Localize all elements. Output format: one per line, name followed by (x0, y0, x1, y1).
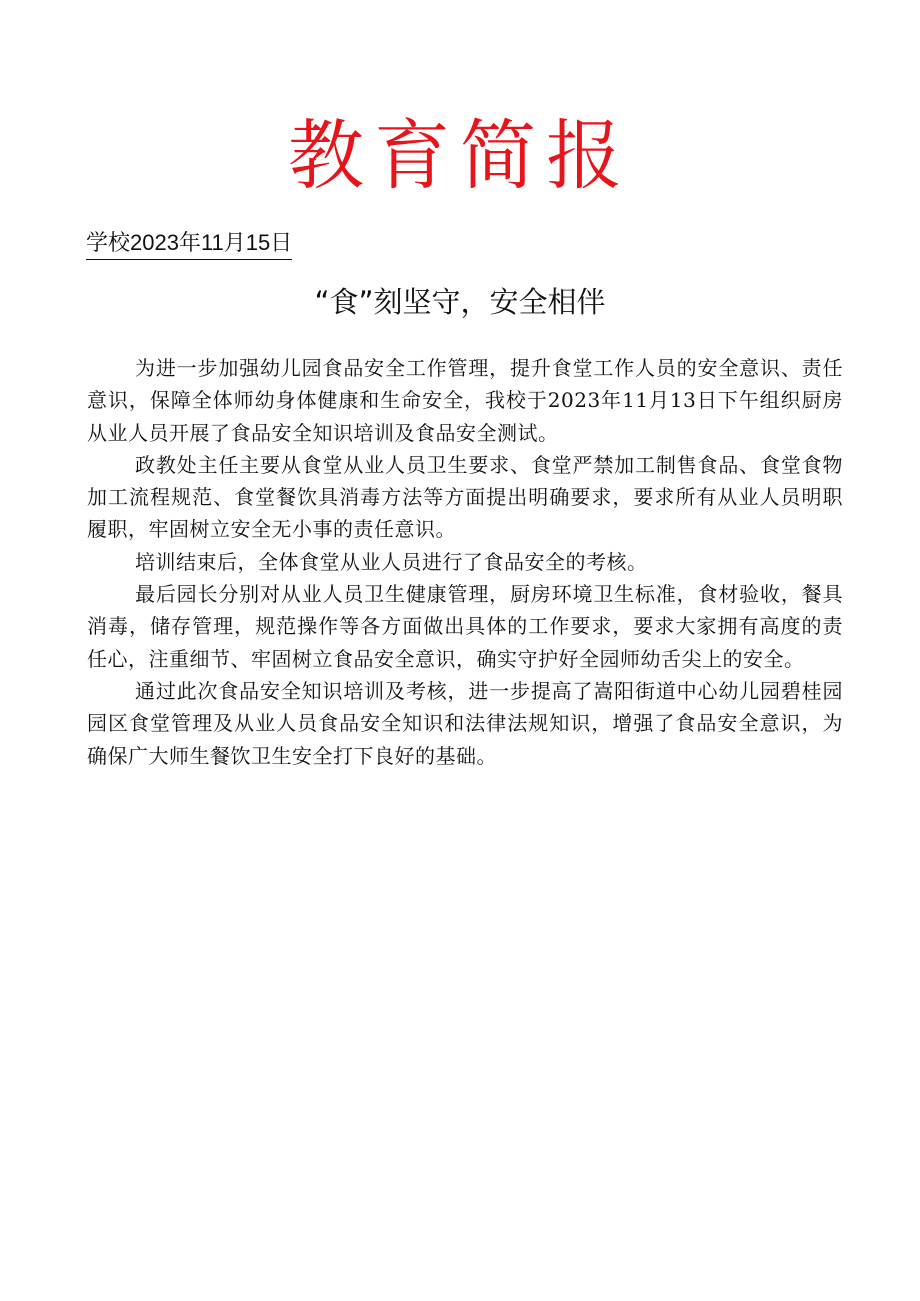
masthead-title: 教育简报 (288, 111, 632, 200)
paragraph: 培训结束后，全体食堂从业人员进行了食品安全的考核。 (135, 549, 648, 574)
article-title: “食”刻坚守，安全相伴 (314, 285, 606, 319)
article-body (87, 352, 843, 772)
paragraph: 通过此次食品安全知识培训及考核，进一步提高了嵩阳街道中心幼儿园碧桂园园区食堂管理及从业人员食品安全知识和法律法规知识，增强了食品安全意识，为确保广大师生餐饮卫生安全打下良好的基础。 (87, 678, 843, 768)
dateline: 学校2023年11月15日 (86, 228, 292, 260)
paragraph: 为进一步加强幼儿园食品安全工作管理，提升食堂工作人员的安全意识、责任意识，保障全体师幼身体健康和生命安全，我校于2023年11月13日下午组织厨房从业人员开展了食品安全知识培训及食品安全测试。 (87, 356, 843, 445)
paragraph: 政教处主任主要从食堂从业人员卫生要求、食堂严禁加工制售食品、食堂食物加工流程规范、食堂餐饮具消毒方法等方面提出明确要求，要求所有从业人员明职履职，牢固树立安全无小事的责任意识。 (87, 452, 843, 542)
paragraph: 最后园长分别对从业人员卫生健康管理，厨房环境卫生标准，食材验收，餐具消毒，储存管理，规范操作等各方面做出具体的工作要求，要求大家拥有高度的责任心，注重细节、牢固树立食品安全意识，确实守护好全园师幼舌尖上的安全。 (87, 582, 843, 671)
